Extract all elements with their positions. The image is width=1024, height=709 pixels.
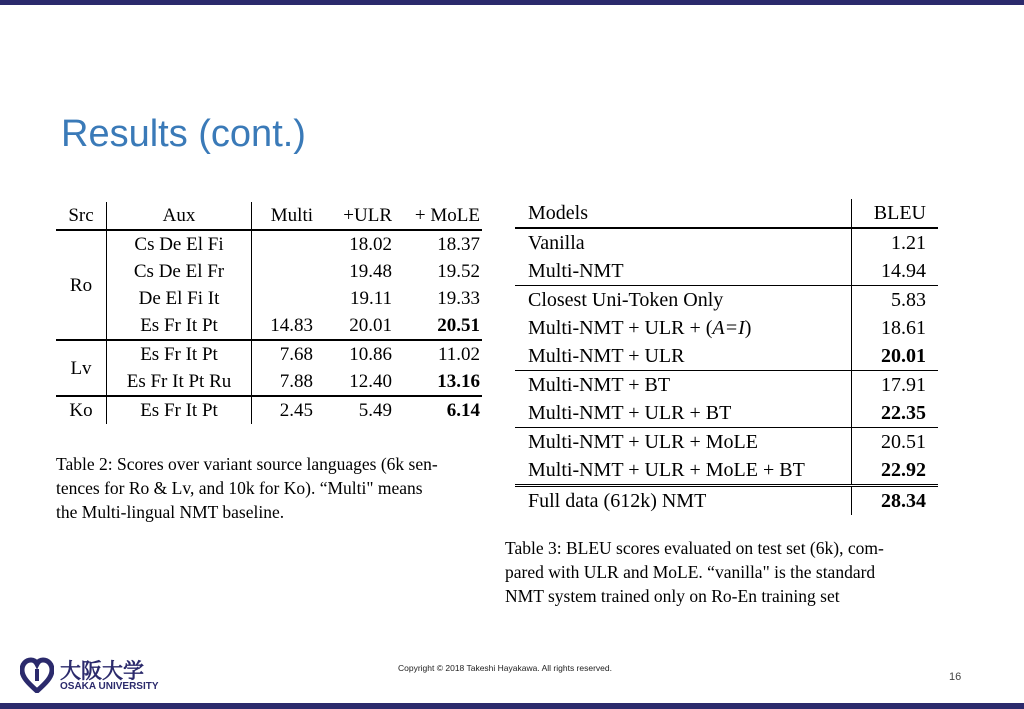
table-row — [56, 396, 482, 424]
table-3-model-cell: Multi-NMT — [515, 257, 852, 286]
table-3-bleu-cell: 28.34 — [852, 486, 939, 516]
table-3-model-cell: Multi-NMT + ULR — [515, 342, 852, 371]
table-2-aux-cell: Cs De El Fi — [107, 230, 252, 258]
table-2-mole-cell: 20.51 — [437, 315, 480, 336]
table-3-model-cell: Multi-NMT + ULR + (A=I) — [515, 314, 852, 342]
caption-line: Table 2: Scores over variant source languages (6k sen- — [56, 454, 438, 474]
table-2-header-row — [56, 202, 482, 230]
table-2-mole-cell: 6.14 — [396, 396, 482, 424]
top-accent-bar — [0, 0, 1024, 5]
table-3-bleu-cell: 22.35 — [881, 402, 926, 424]
table-2-mole-cell: 18.37 — [437, 234, 480, 255]
bottom-accent-bar — [0, 703, 1024, 709]
table-row — [515, 428, 938, 457]
table-2-header-mole: + MoLE — [396, 202, 482, 230]
table-3-header-bleu: BLEU — [852, 199, 939, 228]
table-2-header-ulr: +ULR — [317, 202, 396, 230]
table-3 — [515, 199, 938, 515]
table-2-src-cell: Lv — [56, 340, 107, 396]
table-2-aux-cell: De El Fi It — [107, 285, 252, 312]
math-expression: A=I — [712, 317, 745, 339]
table-3-bleu-cell: 5.83 — [852, 286, 939, 315]
caption-line: the Multi-lingual NMT baseline. — [56, 502, 285, 522]
table-2-aux-cell: Es Fr It Pt — [107, 340, 252, 368]
table-2-ulr-cell: 12.40 — [349, 371, 392, 392]
table-2-header-aux: Aux — [107, 202, 252, 230]
table-3-bleu-cell: 14.94 — [881, 260, 926, 282]
table-row — [515, 257, 938, 286]
table-2-header-src: Src — [56, 202, 107, 230]
table-2-caption — [56, 452, 438, 524]
table-row — [515, 286, 938, 315]
page-number: 16 — [949, 671, 962, 683]
table-3-model-cell: Closest Uni-Token Only — [515, 286, 852, 315]
table-3-bleu-cell: 20.01 — [881, 345, 926, 367]
table-2-mole-cell: 19.52 — [437, 261, 480, 282]
table-3-model-cell: Full data (612k) NMT — [515, 486, 852, 516]
caption-line: Table 3: BLEU scores evaluated on test set (6k), com- — [505, 538, 884, 558]
table-3-bleu-cell: 20.51 — [852, 428, 939, 457]
table-2 — [56, 202, 482, 424]
table-row — [515, 314, 938, 342]
table-2-aux-cell: Es Fr It Pt — [107, 312, 252, 340]
table-2-ulr-cell: 20.01 — [349, 315, 392, 336]
caption-line: NMT system trained only on Ro-En training set — [505, 586, 840, 606]
table-2-src-cell: Ro — [56, 230, 107, 340]
table-2-multi-cell — [252, 258, 318, 285]
table-3-model-cell: Vanilla — [515, 228, 852, 257]
table-2-ulr-cell: 18.02 — [349, 234, 392, 255]
caption-line: pared with ULR and MoLE. “vanilla" is the standard — [505, 562, 876, 582]
table-row — [56, 340, 482, 368]
table-2-multi-cell: 14.83 — [270, 315, 313, 336]
table-2-mole-cell: 11.02 — [396, 340, 482, 368]
table-3-bleu-cell: 17.91 — [852, 371, 939, 400]
table-row — [515, 228, 938, 257]
table-3-caption — [505, 536, 884, 608]
table-2-header-multi: Multi — [252, 202, 318, 230]
table-2-aux-cell: Cs De El Fr — [107, 258, 252, 285]
table-2-ulr-cell: 5.49 — [317, 396, 396, 424]
table-2-ulr-cell: 10.86 — [317, 340, 396, 368]
table-2-aux-cell: Es Fr It Pt Ru — [107, 368, 252, 396]
university-emblem-icon — [20, 657, 54, 693]
table-2-multi-cell — [252, 285, 318, 312]
table-row — [515, 371, 938, 400]
table-2-multi-cell: 7.88 — [279, 371, 313, 392]
table-2-ulr-cell: 19.11 — [349, 288, 392, 309]
slide-title: Results (cont.) — [61, 113, 306, 155]
table-2-multi-cell: 2.45 — [252, 396, 318, 424]
table-2-ulr-cell: 19.48 — [349, 261, 392, 282]
table-3-model-cell: Multi-NMT + ULR + BT — [515, 399, 852, 428]
logo-name-jp: 大阪大学 — [60, 659, 144, 683]
table-3-bleu-cell: 1.21 — [891, 232, 926, 254]
table-row — [56, 285, 482, 312]
table-row — [56, 258, 482, 285]
table-3-model-cell: Multi-NMT + BT — [515, 371, 852, 400]
table-row — [515, 456, 938, 486]
table-2-mole-cell: 13.16 — [437, 371, 480, 392]
logo-name-en: OSAKA UNIVERSITY — [60, 681, 159, 692]
table-row — [515, 342, 938, 371]
table-3-header-models: Models — [515, 199, 852, 228]
table-2-multi-cell — [252, 230, 318, 258]
table-2-src-cell: Ko — [56, 396, 107, 424]
table-3-model-cell: Multi-NMT + ULR + MoLE + BT — [515, 456, 852, 486]
osaka-university-logo — [20, 657, 159, 697]
table-row — [515, 399, 938, 428]
table-row — [56, 312, 482, 340]
table-3-model-cell: Multi-NMT + ULR + MoLE — [515, 428, 852, 457]
table-row — [56, 230, 482, 258]
caption-line: tences for Ro & Lv, and 10k for Ko). “Multi" means — [56, 478, 423, 498]
table-2-aux-cell: Es Fr It Pt — [107, 396, 252, 424]
table-2-mole-cell: 19.33 — [437, 288, 480, 309]
table-row — [56, 368, 482, 396]
copyright-notice: Copyright © 2018 Takeshi Hayakawa. All rights reserved. — [398, 663, 612, 673]
table-2-multi-cell: 7.68 — [252, 340, 318, 368]
table-3-bleu-cell: 18.61 — [881, 317, 926, 339]
table-row — [515, 486, 938, 516]
table-3-header-row — [515, 199, 938, 228]
table-3-bleu-cell: 22.92 — [881, 459, 926, 481]
